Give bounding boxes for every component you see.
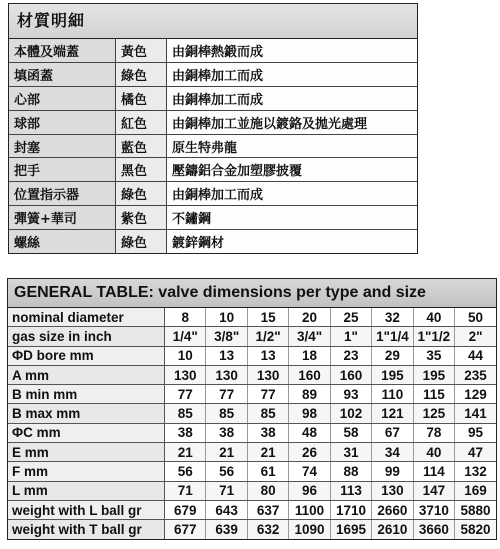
dimension-row	[8, 500, 496, 519]
dimension-value: 10	[206, 308, 247, 327]
dimension-value: 1"1/4	[372, 327, 413, 346]
dimension-value: 85	[206, 404, 247, 423]
dimension-label: E mm	[8, 443, 165, 462]
dimension-value: 21	[247, 443, 288, 462]
dimension-value: 98	[289, 404, 330, 423]
part-material: 由銅棒熱鍛而成	[167, 39, 418, 62]
dimension-value: 3710	[413, 500, 454, 519]
material-table	[8, 3, 418, 254]
dimension-value: 61	[247, 462, 288, 481]
dimension-value: 129	[455, 385, 496, 404]
dimension-row	[8, 365, 496, 384]
dimension-value: 130	[247, 365, 288, 384]
part-material: 由銅棒加工而成	[167, 62, 418, 86]
part-color: 綠色	[116, 230, 167, 253]
dimension-value: 147	[413, 481, 454, 500]
dimension-value: 18	[289, 346, 330, 365]
dimension-value: 25	[330, 308, 371, 327]
dimension-value: 3/4"	[289, 327, 330, 346]
part-material: 壓鑄鋁合金加塑膠披覆	[167, 158, 418, 182]
dimension-value: 1090	[289, 520, 330, 539]
material-table-title: 材質明細	[9, 4, 417, 39]
dimension-value: 38	[247, 423, 288, 442]
dimension-row	[8, 481, 496, 500]
dimension-value: 56	[206, 462, 247, 481]
dimension-value: 677	[165, 520, 206, 539]
dimension-label: weight with L ball gr	[8, 500, 165, 519]
part-name: 心部	[9, 86, 116, 110]
dimension-value: 32	[372, 308, 413, 327]
dimension-value: 8	[165, 308, 206, 327]
dimension-value: 121	[372, 404, 413, 423]
dimension-row	[8, 423, 496, 442]
dimension-row	[8, 520, 496, 539]
part-name: 封塞	[9, 134, 116, 158]
dimension-value: 58	[330, 423, 371, 442]
part-name: 螺絲	[9, 230, 116, 253]
material-row	[9, 86, 417, 110]
dimension-value: 2660	[372, 500, 413, 519]
part-material: 鍍鋅鋼材	[167, 230, 418, 253]
part-name: 球部	[9, 110, 116, 134]
dimension-value: 35	[413, 346, 454, 365]
dimension-value: 80	[247, 481, 288, 500]
dimension-value: 235	[455, 365, 496, 384]
part-color: 紅色	[116, 110, 167, 134]
dimension-row	[8, 308, 496, 327]
part-name: 把手	[9, 158, 116, 182]
dimension-value: 169	[455, 481, 496, 500]
dimension-value: 31	[330, 443, 371, 462]
dimension-value: 95	[455, 423, 496, 442]
dimension-value: 78	[413, 423, 454, 442]
part-material: 由銅棒加工而成	[167, 182, 418, 206]
dimension-value: 13	[247, 346, 288, 365]
dimension-value: 89	[289, 385, 330, 404]
material-row	[9, 62, 417, 86]
part-material: 由銅棒加工並施以鍍鉻及拋光處理	[167, 110, 418, 134]
dimension-value: 56	[165, 462, 206, 481]
dimension-value: 20	[289, 308, 330, 327]
material-row	[9, 206, 417, 230]
dimension-value: 1/4"	[165, 327, 206, 346]
dimension-value: 47	[455, 443, 496, 462]
dimension-value: 2610	[372, 520, 413, 539]
part-color: 藍色	[116, 134, 167, 158]
dimension-row	[8, 443, 496, 462]
dimension-value: 15	[247, 308, 288, 327]
dimension-value: 38	[206, 423, 247, 442]
dimension-value: 77	[206, 385, 247, 404]
dimension-value: 34	[372, 443, 413, 462]
dimension-value: 5820	[455, 520, 496, 539]
dimension-label: A mm	[8, 365, 165, 384]
dimension-value: 38	[165, 423, 206, 442]
dimension-value: 3660	[413, 520, 454, 539]
dimension-label: ΦC mm	[8, 423, 165, 442]
dimension-row	[8, 404, 496, 423]
dimension-value: 113	[330, 481, 371, 500]
dimension-value: 29	[372, 346, 413, 365]
dimension-value: 67	[372, 423, 413, 442]
dimension-value: 50	[455, 308, 496, 327]
dimension-value: 21	[206, 443, 247, 462]
dimension-value: 643	[206, 500, 247, 519]
dimension-value: 85	[247, 404, 288, 423]
dimension-value: 23	[330, 346, 371, 365]
dimension-value: 115	[413, 385, 454, 404]
dimension-row	[8, 327, 496, 346]
dimension-value: 26	[289, 443, 330, 462]
dimension-label: L mm	[8, 481, 165, 500]
dimension-row	[8, 462, 496, 481]
dimension-value: 1695	[330, 520, 371, 539]
dimension-value: 637	[247, 500, 288, 519]
material-row	[9, 182, 417, 206]
dimension-value: 132	[455, 462, 496, 481]
part-color: 綠色	[116, 62, 167, 86]
part-material: 原生特弗龍	[167, 134, 418, 158]
material-row	[9, 158, 417, 182]
material-row	[9, 134, 417, 158]
dimension-value: 77	[165, 385, 206, 404]
dimension-value: 160	[330, 365, 371, 384]
dimension-value: 1/2"	[247, 327, 288, 346]
part-color: 黑色	[116, 158, 167, 182]
dimension-value: 85	[165, 404, 206, 423]
dimension-value: 77	[247, 385, 288, 404]
part-color: 紫色	[116, 206, 167, 230]
part-color: 橘色	[116, 86, 167, 110]
dimension-value: 130	[372, 481, 413, 500]
dimension-rows	[8, 308, 496, 539]
dimension-value: 1"	[330, 327, 371, 346]
material-row	[9, 110, 417, 134]
dimension-value: 130	[165, 365, 206, 384]
dimension-value: 10	[165, 346, 206, 365]
dimension-label: B max mm	[8, 404, 165, 423]
dimension-value: 639	[206, 520, 247, 539]
dimension-value: 3/8"	[206, 327, 247, 346]
dimension-value: 48	[289, 423, 330, 442]
dimension-value: 141	[455, 404, 496, 423]
dimension-value: 2"	[455, 327, 496, 346]
dimension-value: 195	[413, 365, 454, 384]
dimension-value: 1100	[289, 500, 330, 519]
dimension-label: B min mm	[8, 385, 165, 404]
dimension-row	[8, 385, 496, 404]
material-row	[9, 39, 417, 62]
general-dimension-table	[7, 278, 497, 540]
dimension-row	[8, 346, 496, 365]
part-color: 黃色	[116, 39, 167, 62]
dimension-value: 632	[247, 520, 288, 539]
part-material: 不鏽鋼	[167, 206, 418, 230]
dimension-value: 102	[330, 404, 371, 423]
part-material: 由銅棒加工而成	[167, 86, 418, 110]
dimension-value: 96	[289, 481, 330, 500]
dimension-value: 130	[206, 365, 247, 384]
dimension-value: 40	[413, 308, 454, 327]
part-name: 本體及端蓋	[9, 39, 116, 62]
dimension-label: F mm	[8, 462, 165, 481]
dimension-label: weight with T ball gr	[8, 520, 165, 539]
dimension-value: 21	[165, 443, 206, 462]
part-color: 綠色	[116, 182, 167, 206]
dimension-value: 195	[372, 365, 413, 384]
dimension-value: 71	[206, 481, 247, 500]
dimension-value: 13	[206, 346, 247, 365]
dimension-value: 5880	[455, 500, 496, 519]
dimension-value: 88	[330, 462, 371, 481]
dimension-label: nominal diameter	[8, 308, 165, 327]
dimension-value: 93	[330, 385, 371, 404]
dimension-value: 71	[165, 481, 206, 500]
material-row	[9, 230, 417, 253]
dimension-value: 99	[372, 462, 413, 481]
dimension-value: 40	[413, 443, 454, 462]
dimension-value: 125	[413, 404, 454, 423]
dimension-value: 160	[289, 365, 330, 384]
material-rows	[9, 39, 417, 253]
dimension-value: 114	[413, 462, 454, 481]
dimension-label: ΦD bore mm	[8, 346, 165, 365]
general-table-title: GENERAL TABLE: valve dimensions per type and size	[8, 279, 496, 308]
dimension-value: 110	[372, 385, 413, 404]
part-name: 位置指示器	[9, 182, 116, 206]
dimension-value: 44	[455, 346, 496, 365]
part-name: 彈簧+華司	[9, 206, 116, 230]
part-name: 填函蓋	[9, 62, 116, 86]
dimension-value: 1710	[330, 500, 371, 519]
dimension-value: 1"1/2	[413, 327, 454, 346]
dimension-label: gas size in inch	[8, 327, 165, 346]
dimension-value: 74	[289, 462, 330, 481]
dimension-value: 679	[165, 500, 206, 519]
